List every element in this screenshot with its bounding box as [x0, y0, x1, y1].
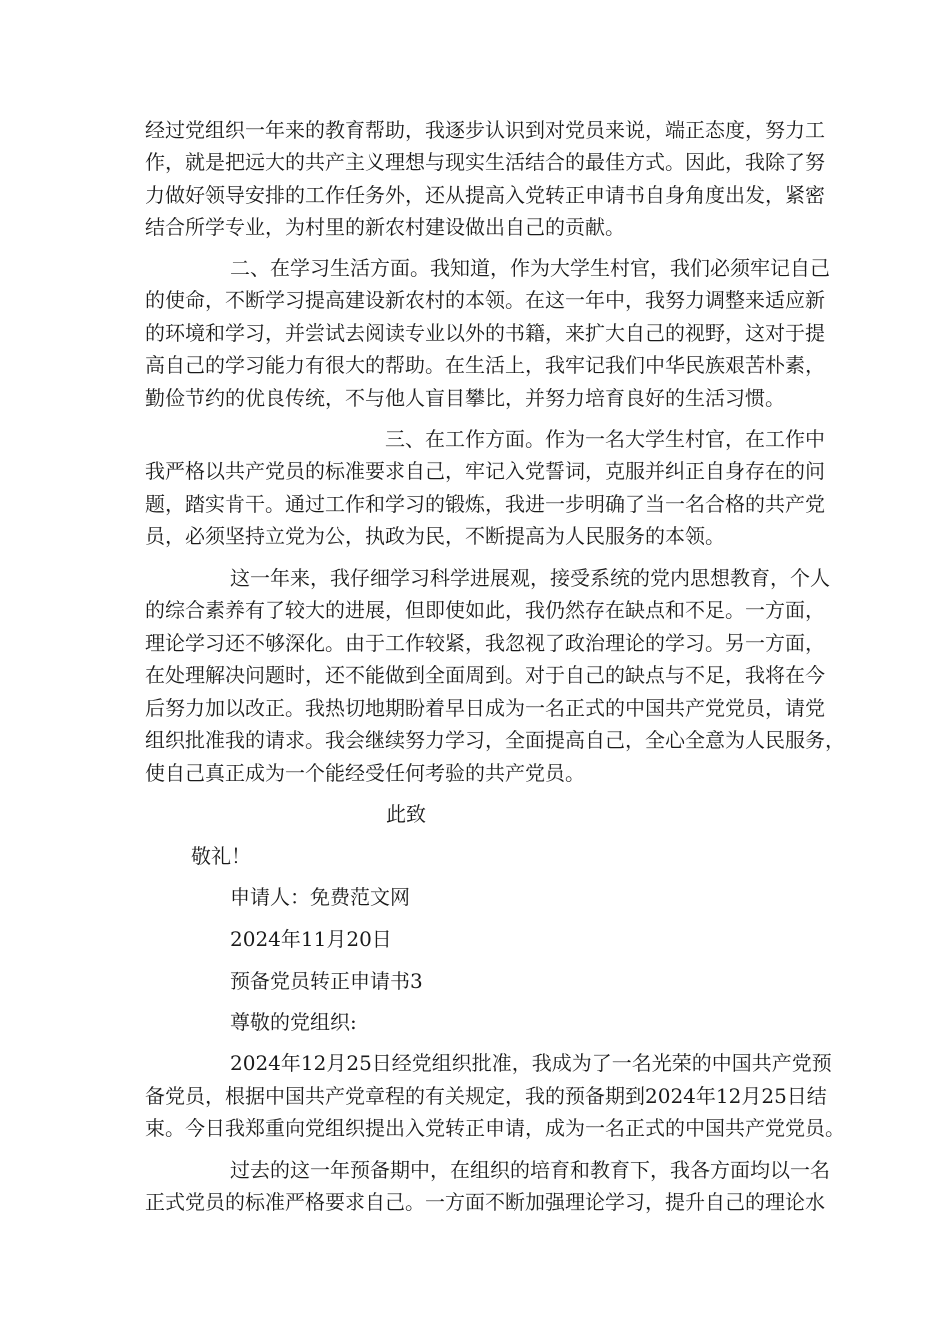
text-line: 二、在学习生活方面。我知道，作为大学生村官，我们必须牢记自己: [230, 256, 830, 280]
text-line: 的使命，不断学习提高建设新农村的本领。在这一年中，我努力调整来适应新: [145, 288, 825, 312]
text-line: 高自己的学习能力有很大的帮助。在生活上，我牢记我们中华民族艰苦朴素，: [145, 353, 825, 377]
text-line: 经过党组织一年来的教育帮助，我逐步认识到对党员来说，端正态度，努力工: [145, 118, 825, 142]
text-line: 正式党员的标准严格要求自己。一方面不断加强理论学习，提升自己的理论水: [145, 1190, 825, 1214]
text-line: 后努力加以改正。我热切地期盼着早日成为一名正式的中国共产党党员，请党: [145, 696, 825, 720]
closing-salutation: 此致: [386, 802, 426, 826]
text-line: 过去的这一年预备期中，在组织的培育和教育下，我各方面均以一名: [230, 1158, 830, 1182]
text-line: 员，必须坚持立党为公，执政为民，不断提高为人民服务的本领。: [145, 524, 725, 548]
text-line: 在处理解决问题时，还不能做到全面周到。对于自己的缺点与不足，我将在今: [145, 663, 825, 687]
text-line: 结合所学专业，为村里的新农村建设做出自己的贡献。: [145, 215, 625, 239]
text-line: 理论学习还不够深化。由于工作较紧，我忽视了政治理论的学习。另一方面，: [145, 631, 825, 655]
closing-regards: 敬礼！: [191, 844, 251, 868]
text-line: 使自己真正成为一个能经受任何考验的共产党员。: [145, 761, 585, 785]
text-line: 2024年12月25日经党组织批准，我成为了一名光荣的中国共产党预: [230, 1051, 832, 1075]
section-title: 预备党员转正申请书3: [230, 969, 423, 993]
date-line: 2024年11月20日: [230, 927, 392, 951]
text-line: 备党员，根据中国共产党章程的有关规定，我的预备期到2024年12月25日结: [145, 1084, 827, 1108]
text-line: 的综合素养有了较大的进展，但即使如此，我仍然存在缺点和不足。一方面，: [145, 598, 825, 622]
text-line: 力做好领导安排的工作任务外，还从提高入党转正申请书自身角度出发，紧密: [145, 183, 825, 207]
text-line: 组织批准我的请求。我会继续努力学习，全面提高自己，全心全意为人民服务，: [145, 728, 845, 752]
text-line: 束。今日我郑重向党组织提出入党转正申请，成为一名正式的中国共产党党员。: [145, 1116, 845, 1140]
applicant-line: 申请人：免费范文网: [230, 885, 410, 909]
greeting-line: 尊敬的党组织:: [230, 1010, 357, 1034]
text-line: 这一年来，我仔细学习科学进展观，接受系统的党内思想教育，个人: [230, 566, 830, 590]
text-line: 题，踏实肯干。通过工作和学习的锻炼，我进一步明确了当一名合格的共产党: [145, 492, 825, 516]
text-line: 勤俭节约的优良传统，不与他人盲目攀比，并努力培育良好的生活习惯。: [145, 386, 785, 410]
text-line: 我严格以共产党员的标准要求自己，牢记入党誓词，克服并纠正自身存在的问: [145, 459, 825, 483]
text-line: 的环境和学习，并尝试去阅读专业以外的书籍，来扩大自己的视野，这对于提: [145, 321, 825, 345]
text-line: 三、在工作方面。作为一名大学生村官，在工作中: [385, 427, 825, 451]
text-line: 作，就是把远大的共产主义理想与现实生活结合的最佳方式。因此，我除了努: [145, 150, 825, 174]
